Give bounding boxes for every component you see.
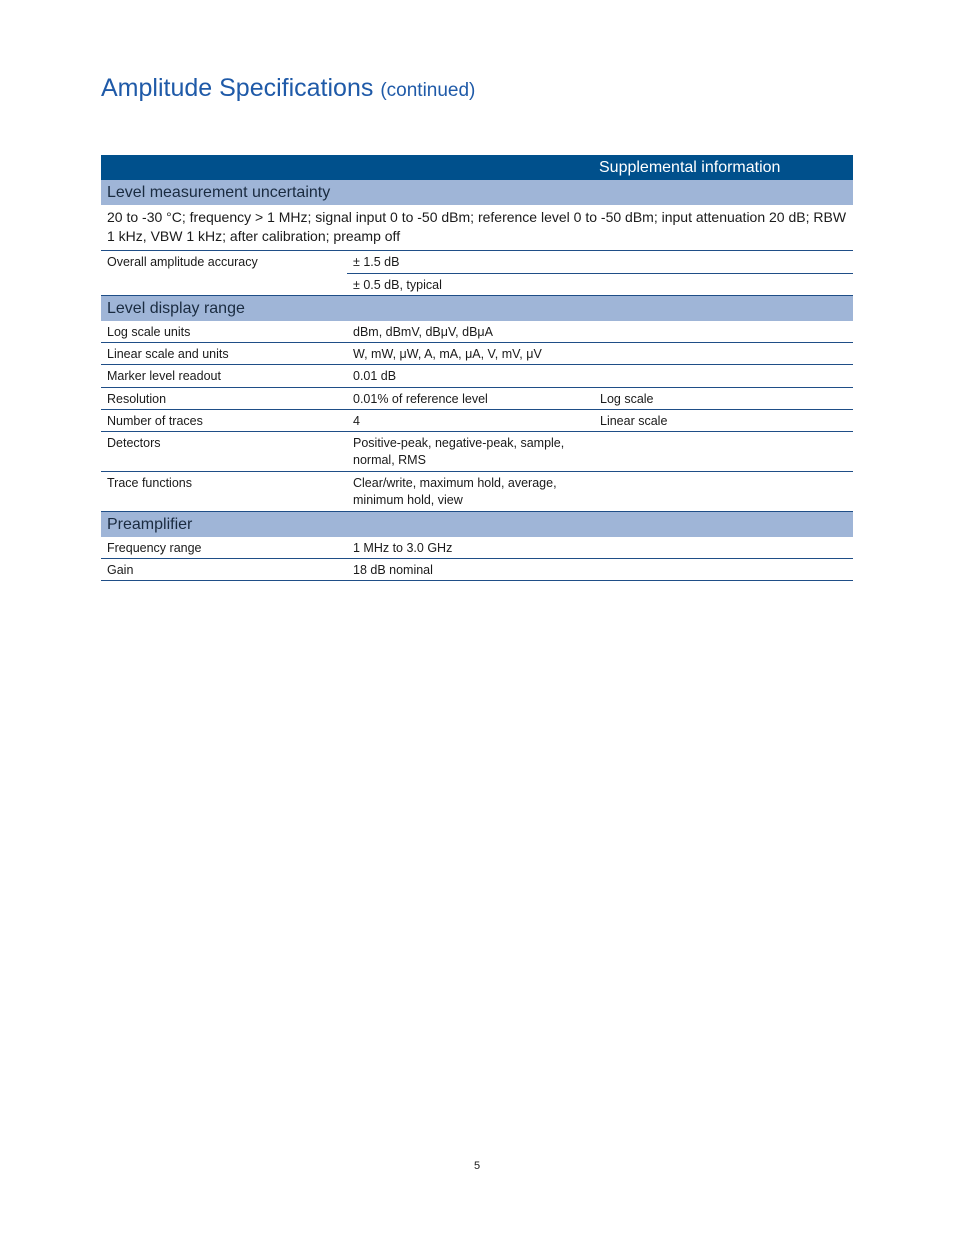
row-value: 0.01 dB [353, 369, 397, 383]
table-row [101, 410, 853, 432]
row-supplemental [594, 432, 853, 471]
table-row [101, 472, 853, 512]
row-label [101, 274, 347, 295]
table-row [101, 559, 853, 581]
row-value: 1 MHz to 3.0 GHz [353, 541, 453, 555]
row-label: Frequency range [107, 541, 202, 555]
row-label: Detectors [107, 436, 161, 450]
table-row [101, 432, 853, 472]
row-supplemental [594, 537, 853, 558]
row-supplemental: Linear scale [600, 414, 668, 428]
table-row [101, 343, 853, 365]
row-value: 4 [353, 414, 360, 428]
row-label: Marker level readout [107, 369, 221, 383]
row-label: Resolution [107, 392, 167, 406]
section-heading-preamplifier: Preamplifier [101, 512, 853, 537]
row-label: Overall amplitude accuracy [107, 255, 258, 269]
row-value: Positive-peak, negative-peak, sample, normal, RMS [353, 436, 565, 467]
row-label: Log scale units [107, 325, 191, 339]
row-label: Gain [107, 563, 134, 577]
row-value: dBm, dBmV, dBμV, dBμA [353, 325, 493, 339]
table-row [101, 365, 853, 388]
table-row [101, 537, 853, 559]
table-row [101, 251, 853, 274]
row-supplemental [594, 251, 853, 274]
row-value: W, mW, μW, A, mA, μA, V, mV, μV [353, 347, 542, 361]
row-supplemental [594, 472, 853, 511]
table-row [101, 274, 853, 296]
row-supplemental [594, 365, 853, 387]
row-value: 18 dB nominal [353, 563, 433, 577]
section-heading-level-measurement-uncertainty: Level measurement uncertainty [101, 180, 853, 205]
row-value: 0.01% of reference level [353, 392, 488, 406]
page-title-main: Amplitude Specifications [101, 74, 374, 102]
row-supplemental [594, 321, 853, 342]
page-title [101, 72, 475, 107]
row-supplemental: Log scale [600, 392, 654, 406]
supplemental-header: Supplemental information [599, 159, 781, 176]
table-row [101, 388, 853, 410]
row-value: ± 1.5 dB [347, 251, 594, 274]
row-label: Trace functions [107, 476, 192, 490]
row-supplemental [594, 274, 853, 295]
table-header [101, 155, 853, 180]
row-label: Linear scale and units [107, 347, 229, 361]
row-supplemental [594, 559, 853, 580]
row-value: Clear/write, maximum hold, average, minimum hold, view [353, 476, 557, 507]
row-value: ± 0.5 dB, typical [353, 278, 442, 292]
section-heading-level-display-range: Level display range [101, 296, 853, 321]
section-condition: 20 to -30 °C; frequency > 1 MHz; signal input 0 to -50 dBm; reference level 0 to -50 dBm; input attenuation 20 dB; RBW 1 kHz, VBW 1 kHz; after calibration; preamp off [101, 205, 853, 251]
table-row [101, 321, 853, 343]
page-number: 5 [473, 1160, 481, 1172]
row-label: Number of traces [107, 414, 203, 428]
page-title-suffix: (continued) [380, 80, 476, 101]
row-supplemental [594, 343, 853, 364]
spec-table [101, 155, 853, 581]
